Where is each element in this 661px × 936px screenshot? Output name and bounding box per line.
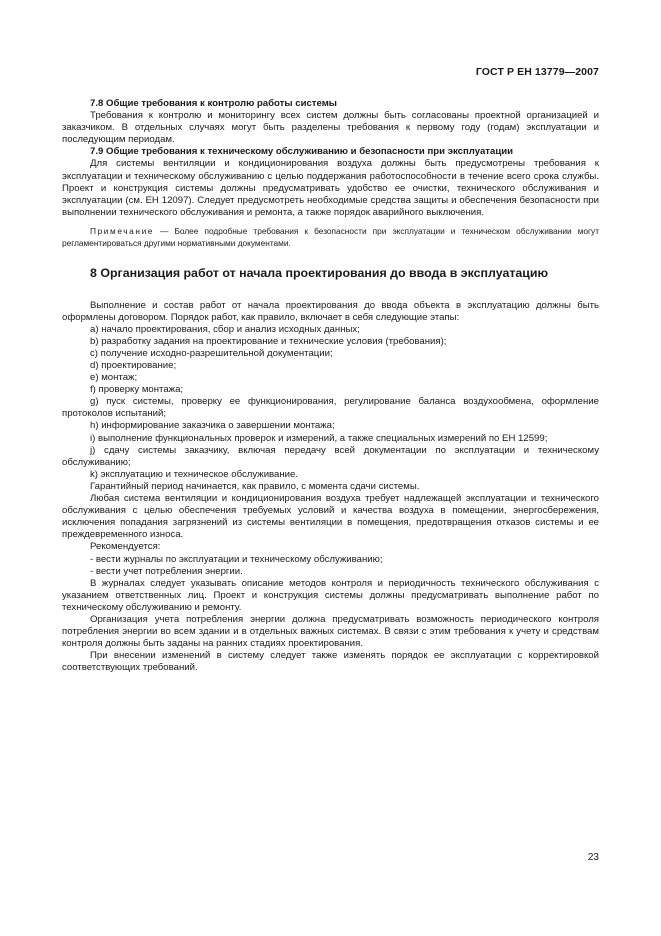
note xyxy=(62,226,599,250)
section-7-9-heading: 7.9 Общие требования к техническому обслуживанию и безопасности при эксплуатации xyxy=(90,146,514,158)
paragraph: Выполнение и состав работ от начала проектирования до ввода объекта в эксплуатацию должны быть оформлены договором. Порядок работ, как правило, включает в себя следующие этапы: xyxy=(62,299,599,323)
document-id: ГОСТ Р ЕН 13779—2007 xyxy=(475,66,599,78)
list-item: f) проверку монтажа; xyxy=(90,384,184,396)
list-item: g) пуск системы, проверку ее функционирования, регулирование баланса воздухообмена, оформление протоколов испытаний; xyxy=(62,396,599,420)
list-item: k) эксплуатацию и техническое обслуживание. xyxy=(90,468,299,480)
paragraph: В журналах следует указывать описание методов контроля и периодичность технического обслуживания с указанием ответственных лиц. Проект и конструкция системы должны предусматривать выполнение работ по техническому обслуживанию и ремонту. xyxy=(62,577,599,613)
list-item: h) информирование заказчика о завершении монтажа; xyxy=(90,420,335,432)
paragraph: Организация учета потребления энергии должна предусматривать возможность периодического контроля потребления энергии во всем здании и в отдельных важных системах. В связи с этим требования к учету и средствам контроля должны быть заданы на ранних стадиях проектирования. xyxy=(62,613,599,650)
list-item: - вести учет потребления энергии. xyxy=(90,565,243,577)
list-item: b) разработку задания на проектирование и технические условия (требования); xyxy=(90,335,447,347)
list-item: i) выполнение функциональных проверок и измерений, а также специальных измерений по ЕН 12599; xyxy=(90,432,548,444)
page-content xyxy=(62,98,599,674)
paragraph: Для системы вентиляции и кондиционирования воздуха должны быть предусмотрены требования к эксплуатации и техническому обслуживанию с целью поддержания работоспособности в течение всего срока службы. Проект и конструкция системы должны предусматривать удобство ее очистки, технического обслуживания и эксплуатации (см. ЕН 12097). Следует предусмотреть необходимые средства защиты и обеспечения безопасности при выполнении технического обслуживания и ремонта, а также порядок аварийного выключения. xyxy=(62,158,599,218)
note-label: Примечание xyxy=(90,225,155,236)
paragraph: Требования к контролю и мониторингу всех систем должны быть согласованы проектной организацией и заказчиком. В отдельных случаях могут быть разделены требования к первому году (годам) эксплуатации и последующим периодам. xyxy=(62,110,599,146)
paragraph: При внесении изменений в систему следует также изменять порядок ее эксплуатации с корректировкой соответствующих требований. xyxy=(62,650,599,674)
paragraph: Рекомендуется: xyxy=(90,541,161,553)
list-item: e) монтаж; xyxy=(90,372,138,384)
list-item: j) сдачу системы заказчику, включая передачу всей документации по эксплуатации и техническому обслуживанию; xyxy=(62,444,599,468)
page-number: 23 xyxy=(587,852,599,863)
list-item: - вести журналы по эксплуатации и техническому обслуживанию; xyxy=(90,553,383,565)
section-8-heading: 8 Организация работ от начала проектирования до ввода в эксплуатацию xyxy=(90,265,549,280)
list-item: a) начало проектирования, сбор и анализ исходных данных; xyxy=(90,323,360,335)
list-item: d) проектирование; xyxy=(90,360,177,371)
paragraph: Гарантийный период начинается, как правило, с момента сдачи системы. xyxy=(90,480,420,492)
paragraph: Любая система вентиляции и кондиционирования воздуха требует надлежащей эксплуатации и технического обслуживания с целью обеспечения требуемых условий и качества воздуха в помещении, энергосбережения, исключения попадания загрязнений из системы вентиляции в помещения, предотвращения отказов системы и ее преждевременного износа. xyxy=(62,493,599,541)
list-item: c) получение исходно-разрешительной документации; xyxy=(90,347,333,359)
section-7-8-heading: 7.8 Общие требования к контролю работы системы xyxy=(90,98,337,109)
note-text: — Более подробные требования к безопасности при эксплуатации и техническом обслуживании могут регламентироваться другими нормативными документами. xyxy=(62,225,599,248)
